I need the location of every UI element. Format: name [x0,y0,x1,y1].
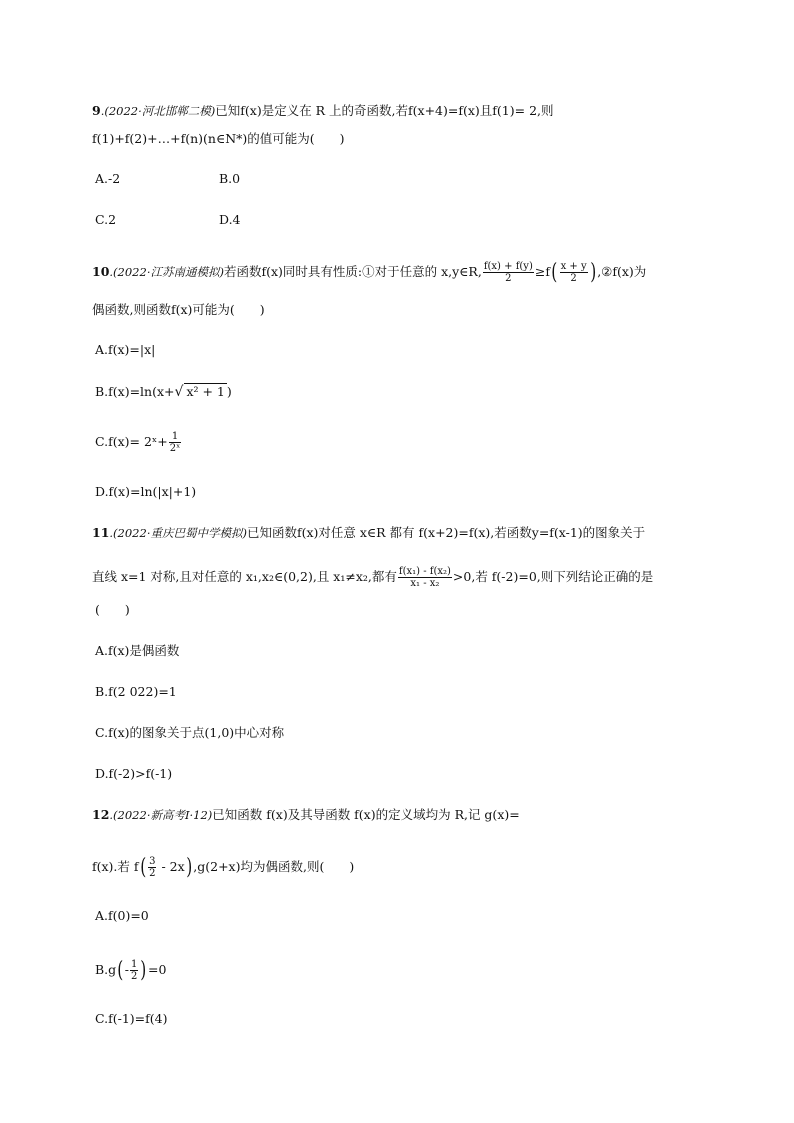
denominator: x₁ - x₂ [410,578,440,589]
paren: ( [551,259,558,285]
numerator: 3 [149,856,156,867]
question-text: 已知函数f(x)对任意 x∈R 都有 f(x+2)=f(x),若函数y=f(x-1)的图象关于 [246,525,646,540]
numerator: 1 [131,959,138,970]
denominator: 2 [505,273,512,284]
option-d: D.f(x)=ln(|x|+1) [95,484,197,499]
question-number: 11 [92,525,110,540]
answer-parens: ( ) [95,602,130,617]
paren: ( [139,854,146,880]
option-c: C.f(x)的图象关于点(1,0)中心对称 [95,725,285,740]
question-9-line-2: f(1)+f(2)+…+f(n)(n∈N*)的值可能为( ) [92,131,345,146]
option-text: B.g [95,962,117,977]
option-text: B.f(x)=ln(x+ [95,384,175,399]
fraction [169,431,182,454]
question-text: f(x).若 f [92,859,139,874]
question-source: .(2022·江苏南通模拟) [109,265,224,279]
question-source: .(2022·新高考Ⅰ·12) [109,808,213,822]
option-a: A.f(x)是偶函数 [95,643,180,658]
option-c [95,431,182,454]
radical-sign: √ [174,384,184,400]
option-a: A.f(x)=|x| [95,342,156,357]
question-text: >0,若 f(-2)=0,则下列结论正确的是 [452,569,654,584]
denominator: 2ˣ [169,443,181,454]
option-a: A.-2 [95,171,121,186]
question-11-line-1 [92,525,645,541]
minus-sign: - [124,962,129,977]
option-b: B.0 [219,171,241,186]
question-number: 9 [92,103,101,118]
numerator: x + y [560,261,587,272]
radicand: x² + 1 [186,384,225,399]
question-number: 12 [92,807,110,822]
question-10-line-1 [92,261,646,284]
question-text: 已知函数 f(x)及其导函数 f(x)的定义域均为 R,记 g(x)= [212,807,520,822]
denominator: 2 [131,971,138,982]
question-text: 直线 x=1 对称,且对任意的 x₁,x₂∈(0,2),且 x₁≠x₂,都有 [92,569,397,584]
option-text: =0 [147,962,167,977]
fraction [130,959,138,982]
question-text: ,g(2+x)均为偶函数,则( ) [193,859,355,874]
question-text: 若函数f(x)同时具有性质:①对于任意的 x,y∈R, [223,264,482,279]
option-b [95,383,232,400]
option-text: ) [226,384,232,399]
fraction [148,856,156,879]
numerator: f(x₁) - f(x₂) [398,566,451,577]
option-d: D.f(-2)>f(-1) [95,766,173,781]
question-text: ,②f(x)为 [597,264,647,279]
fraction [398,566,452,589]
numerator: 1 [169,431,182,443]
question-number: 10 [92,264,110,279]
question-10-line-2: 偶函数,则函数f(x)可能为( ) [92,302,265,317]
option-b: B.f(2 022)=1 [95,684,177,699]
paren: ) [140,957,147,983]
question-12-line-2 [92,856,354,879]
question-text: - 2x [157,859,185,874]
option-d: D.4 [219,212,241,227]
option-b [95,959,166,982]
question-9-line-1 [92,103,554,119]
question-text: ≥f [534,264,550,279]
fraction [483,261,534,284]
paren: ( [117,957,124,983]
option-text: C.f(x)= 2ˣ+ [95,434,168,449]
fraction [560,261,588,284]
denominator: 2 [570,273,577,284]
paren: ) [589,259,596,285]
denominator: 2 [149,868,156,879]
paren: ) [185,854,192,880]
numerator: f(x) + f(y) [483,261,533,272]
question-text: 已知f(x)是定义在 R 上的奇函数,若f(x+4)=f(x)且f(1)= 2,则 [215,103,554,118]
question-source: .(2022·重庆巴蜀中学模拟) [109,526,247,540]
question-source: .(2022·河北邯郸二模) [100,104,216,118]
option-c: C.f(-1)=f(4) [95,1011,168,1026]
option-c: C.2 [95,212,117,227]
option-a: A.f(0)=0 [95,908,149,923]
question-12-line-1 [92,807,520,823]
question-11-line-2 [92,566,653,589]
